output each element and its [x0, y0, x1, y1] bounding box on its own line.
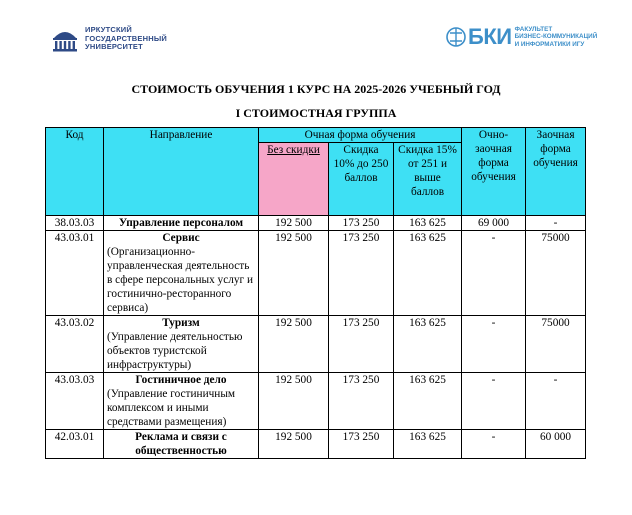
cell-price-discount-15: 163 625: [394, 430, 462, 459]
cell-price-discount-15: 163 625: [394, 316, 462, 373]
table-row: [46, 316, 586, 373]
header-direction: Направление: [104, 128, 259, 216]
university-logo: [50, 24, 167, 54]
cell-price-extramural: -: [526, 216, 586, 231]
cell-price-discount-15: 163 625: [394, 373, 462, 430]
faculty-name-line: ФАКУЛЬТЕТ: [514, 26, 553, 34]
group-title: I СТОИМОСТНАЯ ГРУППА: [235, 106, 397, 120]
table-row: [46, 216, 586, 231]
direction-name: Сервис: [162, 232, 200, 244]
header-code: Код: [46, 128, 104, 216]
tuition-table: [45, 127, 586, 459]
cell-price-discount-15: 163 625: [394, 216, 462, 231]
table-header-row: [46, 128, 586, 143]
cell-direction: [104, 216, 259, 231]
direction-name: Управление персоналом: [118, 217, 244, 229]
university-name-line: ИРКУТСКИЙ: [85, 25, 132, 35]
cell-direction: [104, 373, 259, 430]
document-header: [0, 0, 632, 70]
faculty-logo: [446, 24, 597, 50]
cell-price-extramural: 75000: [526, 316, 586, 373]
cell-code: 43.03.01: [46, 231, 104, 316]
cell-price-extramural: 75000: [526, 231, 586, 316]
cell-price-mixed: -: [462, 430, 526, 459]
header-discount-10: Скидка 10% до 250 баллов: [329, 143, 394, 216]
direction-description: (Управление деятельностью объектов туристской инфраструктуры): [107, 331, 243, 371]
cell-price-base: 192 500: [259, 216, 329, 231]
direction-name: Реклама и связи с общественностью: [135, 431, 227, 457]
cell-price-base: 192 500: [259, 231, 329, 316]
table-row: [46, 373, 586, 430]
cell-code: 38.03.03: [46, 216, 104, 231]
cell-price-discount-10: 173 250: [329, 373, 394, 430]
cell-price-discount-10: 173 250: [329, 231, 394, 316]
direction-name: Туризм: [162, 317, 200, 329]
cell-code: 42.03.01: [46, 430, 104, 459]
cell-price-extramural: -: [526, 373, 586, 430]
cell-code: 43.03.02: [46, 316, 104, 373]
page-title: СТОИМОСТЬ ОБУЧЕНИЯ 1 КУРС НА 2025-2026 УЧЕБНЫЙ ГОД: [131, 82, 501, 96]
direction-description: (Организационно-управленческая деятельность в сфере персональных услуг и гостинично-ресторанного сервиса): [107, 246, 254, 314]
faculty-name-line: И ИНФОРМАТИКИ ИГУ: [514, 40, 585, 48]
faculty-name: [515, 26, 598, 48]
cell-direction: [104, 316, 259, 373]
cell-price-base: 192 500: [259, 430, 329, 459]
header-mixed: Очно-заочная форма обучения: [462, 128, 526, 216]
cell-price-base: 192 500: [259, 373, 329, 430]
cell-price-mixed: 69 000: [462, 216, 526, 231]
university-name: [85, 26, 167, 52]
direction-name: Гостиничное дело: [135, 374, 227, 386]
header-discount-15: Скидка 15% от 251 и выше баллов: [394, 143, 462, 216]
faculty-name-line: БИЗНЕС-КОММУНИКАЦИЙ: [514, 33, 598, 41]
header-extramural: Заочная форма обучения: [526, 128, 586, 216]
cell-code: 43.03.03: [46, 373, 104, 430]
table-row: [46, 430, 586, 459]
header-no-discount: [259, 143, 329, 216]
cell-price-extramural: 60 000: [526, 430, 586, 459]
cell-direction: [104, 231, 259, 316]
cell-price-discount-10: 173 250: [329, 430, 394, 459]
cell-direction: [104, 430, 259, 459]
cell-price-discount-10: 173 250: [329, 316, 394, 373]
header-fulltime: Очная форма обучения: [259, 128, 462, 143]
university-emblem-icon: [50, 24, 80, 54]
cell-price-mixed: -: [462, 231, 526, 316]
direction-description: (Управление гостиничным комплексом и иными средствами размещения): [107, 388, 236, 428]
cell-price-discount-15: 163 625: [394, 231, 462, 316]
university-name-line: УНИВЕРСИТЕТ: [85, 42, 143, 52]
cell-price-discount-10: 173 250: [329, 216, 394, 231]
cell-price-mixed: -: [462, 316, 526, 373]
cell-price-base: 192 500: [259, 316, 329, 373]
table-row: [46, 231, 586, 316]
cell-price-mixed: -: [462, 373, 526, 430]
university-name-line: ГОСУДАРСТВЕННЫЙ: [85, 33, 167, 43]
faculty-logo-mark-icon: [446, 24, 466, 50]
header-no-discount-text: Без скидки: [267, 144, 320, 156]
faculty-abbreviation: БКИ: [468, 24, 512, 49]
